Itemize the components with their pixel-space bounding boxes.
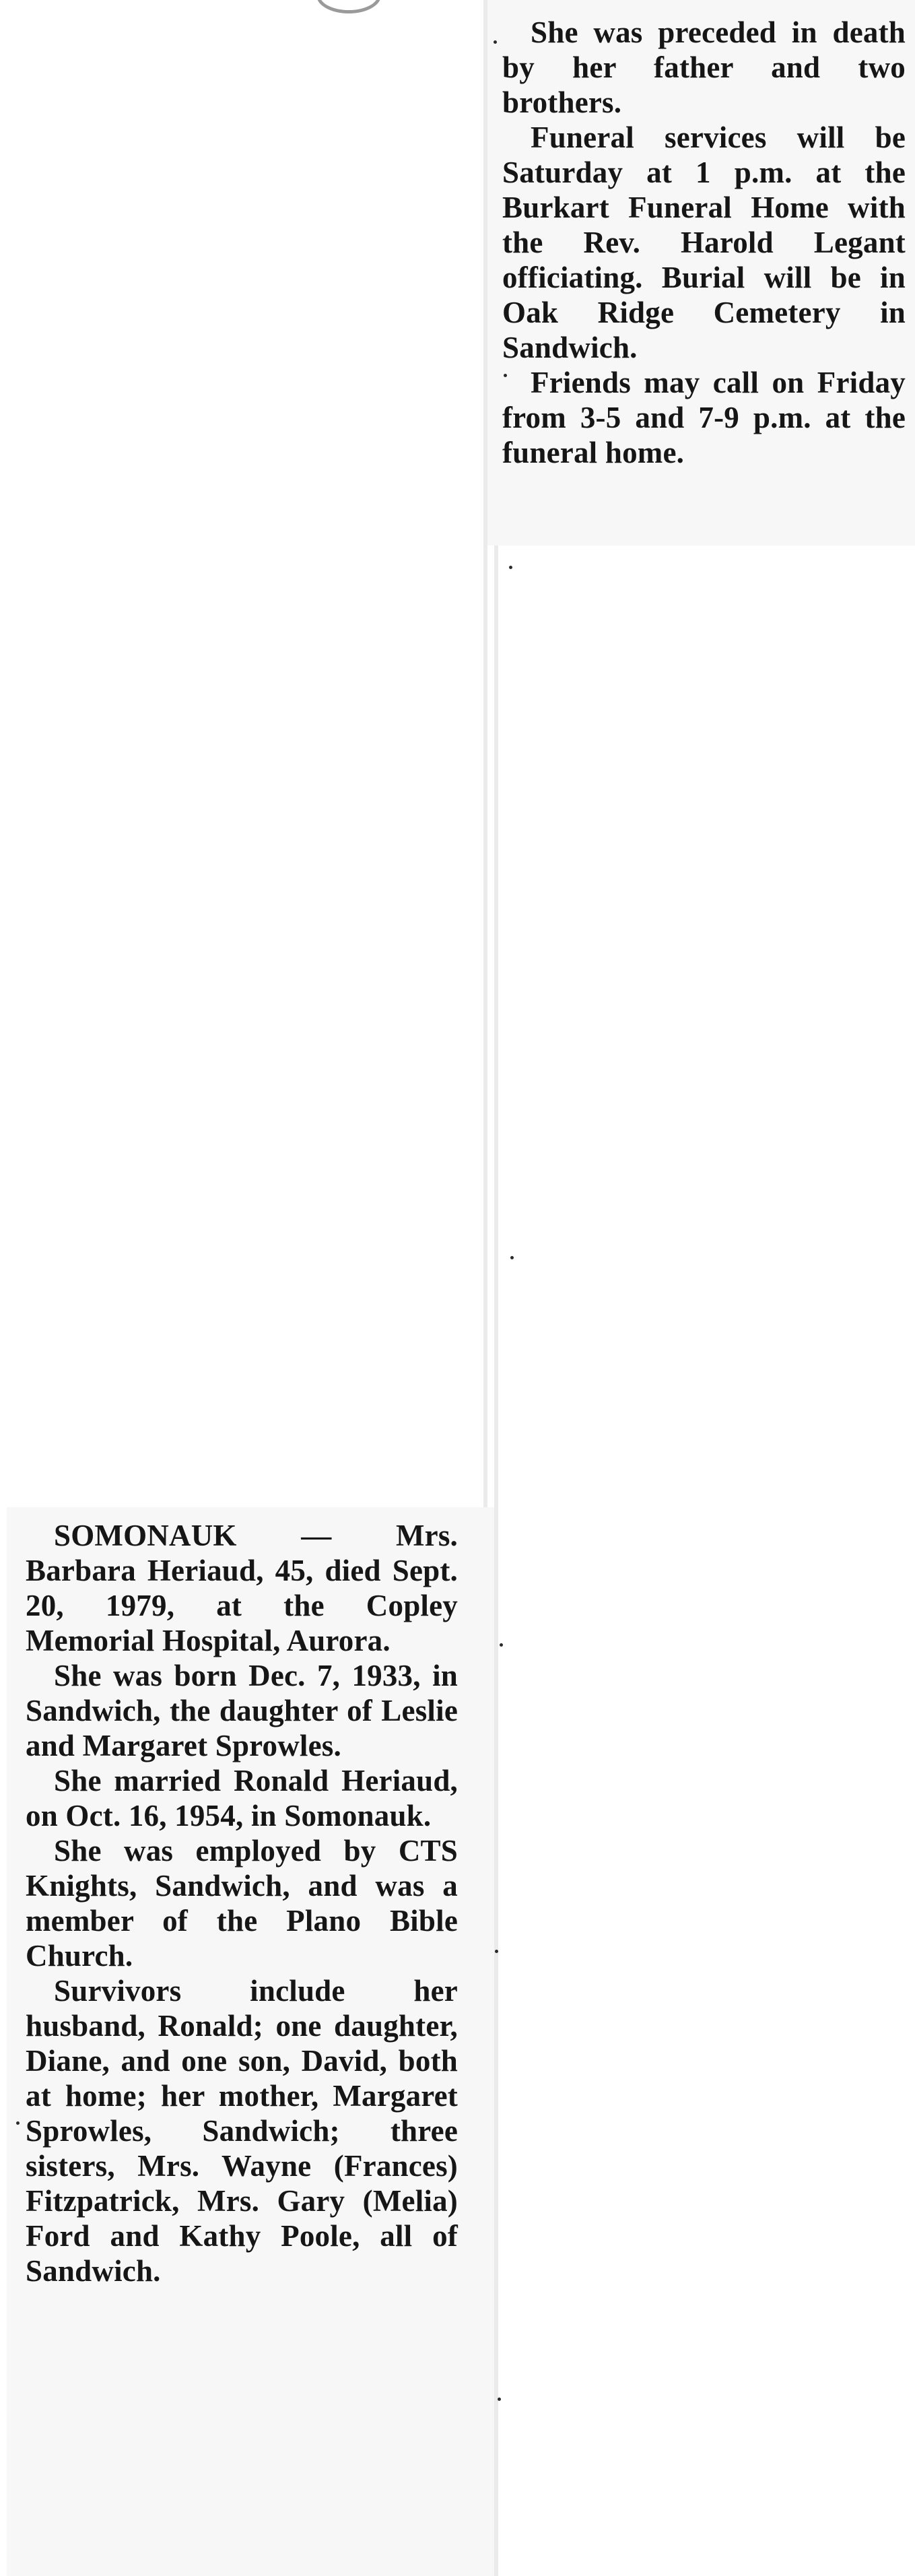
paragraph-death-notice: SOMONAUK — Mrs. Barbara Heriaud, 45, died Sept. 20, 1979, at the Copley Memorial Hospital, Aurora.: [26, 1519, 458, 1657]
paragraph-survivors: Survivors include her husband, Ronald; one daughter, Diane, and one son, David, both at home; her mother, Margaret Sprowles, Sandwich; three sisters, Mrs. Wayne (Frances) Fitzpatrick, Mrs. Gary (Melia) Ford and Kathy Poole, all of Sandwich.: [26, 1974, 458, 2288]
obituary-clipping-continuation: [487, 0, 915, 546]
scan-speck: [498, 2398, 501, 2401]
paragraph-birth: She was born Dec. 7, 1933, in Sandwich, the daughter of Leslie and Margaret Sprowles.: [26, 1659, 458, 1762]
paragraph-preceded-in-death: She was preceded in death by her father and two brothers.: [502, 15, 906, 119]
scan-speck: [504, 374, 507, 377]
scan-speck: [495, 1950, 498, 1953]
scan-speck: [510, 1256, 514, 1259]
binder-ring: [316, 0, 381, 13]
paper-edge-middle: [494, 546, 498, 2576]
paragraph-visitation: Friends may call on Friday from 3-5 and 7-9 p.m. at the funeral home.: [502, 366, 906, 469]
scan-speck: [16, 2121, 20, 2125]
scan-speck: [500, 1643, 503, 1647]
scan-speck: [509, 566, 512, 569]
obituary-clipping-main: [7, 1507, 494, 2576]
paragraph-funeral-services: Funeral services will be Saturday at 1 p.m. at the Burkart Funeral Home with the Rev. Harold Legant officiating. Burial will be in Oak Ridge Cemetery in Sandwich.: [502, 121, 906, 364]
paragraph-marriage: She married Ronald Heriaud, on Oct. 16, 1954, in Somonauk.: [26, 1764, 458, 1832]
scan-speck: [494, 40, 497, 44]
paragraph-employment: She was employed by CTS Knights, Sandwich, and was a member of the Plano Bible Church.: [26, 1834, 458, 1973]
